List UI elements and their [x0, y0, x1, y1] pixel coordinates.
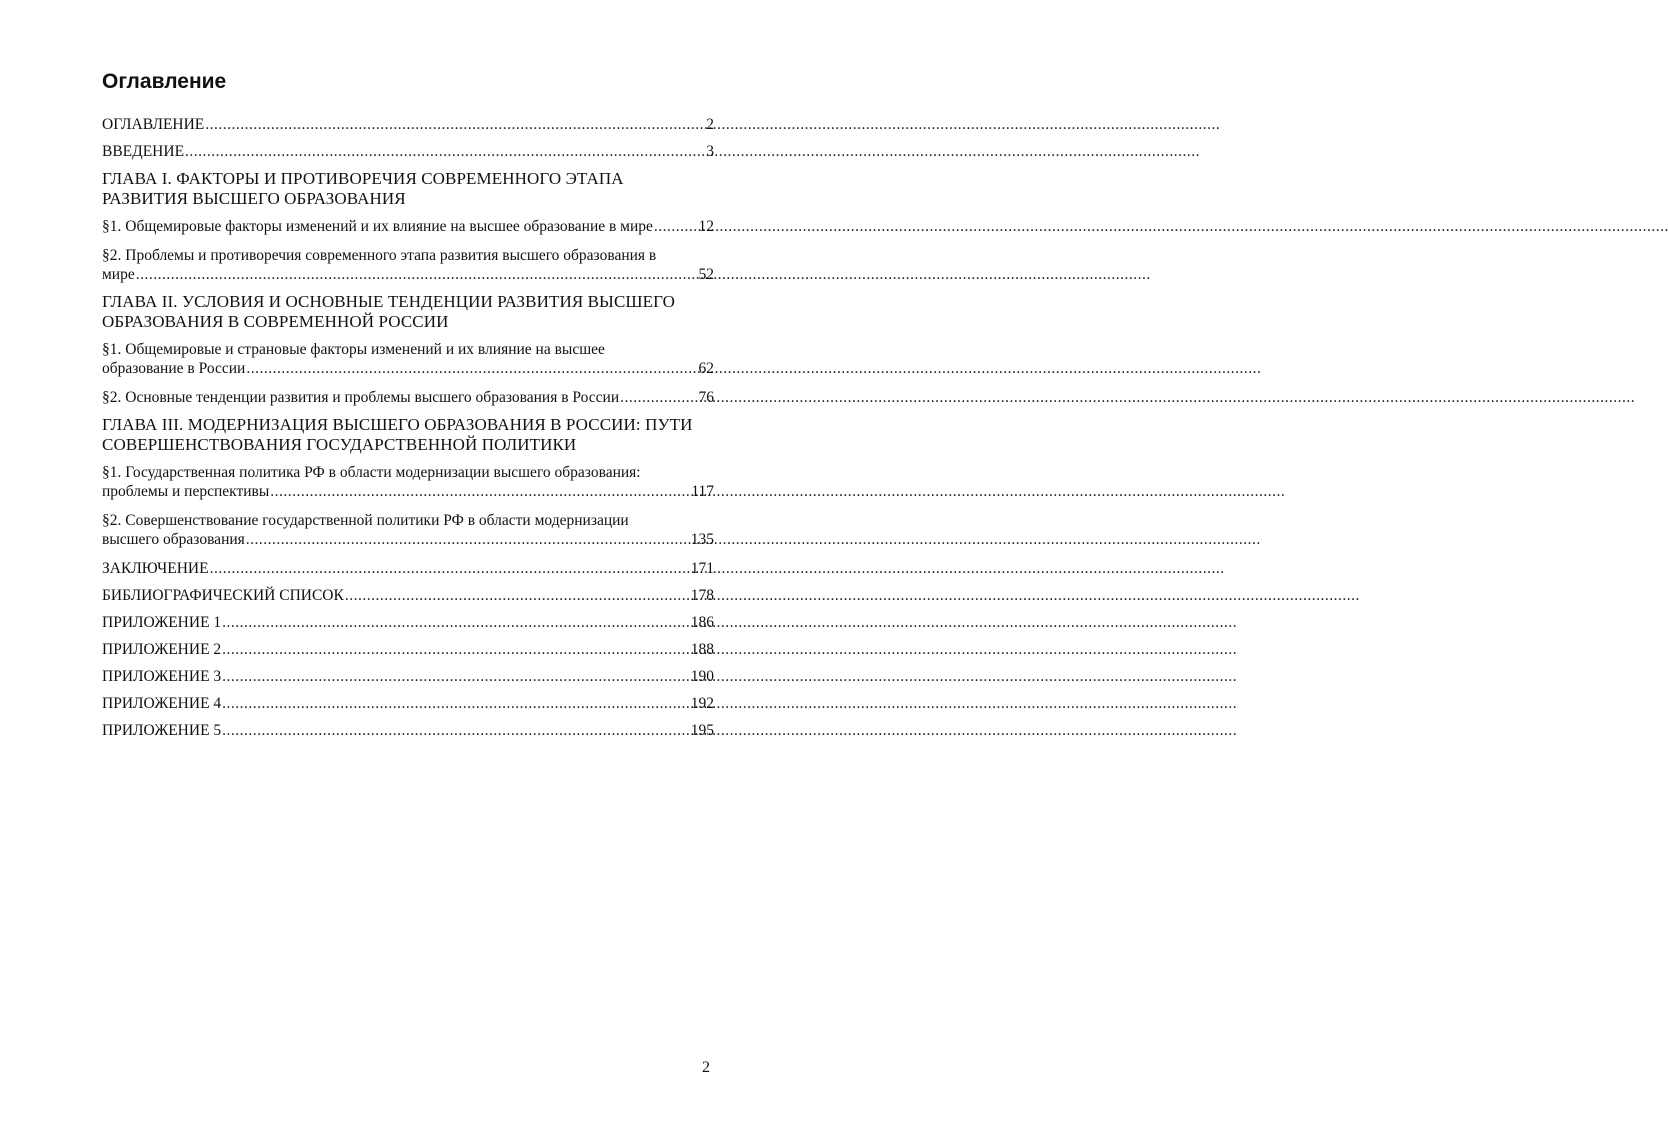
toc-chapter-3-heading[interactable]: ГЛАВА III. МОДЕРНИЗАЦИЯ ВЫСШЕГО ОБРАЗОВАНИЯ В РОССИИ: ПУТИ СОВЕРШЕНСТВОВАНИЯ ГОСУДАРСТВЕННОЙ ПОЛИТИКИ — [102, 415, 693, 454]
toc-entry-title-line1: §1. Государственная политика РФ в области модернизации высшего образования: — [102, 464, 641, 481]
toc-page-number: 195 — [690, 722, 714, 739]
toc-entry-vvedenie[interactable] — [102, 142, 714, 161]
toc-entry-appendix-5[interactable] — [102, 721, 714, 740]
toc-chapter-1-heading[interactable]: ГЛАВА I. ФАКТОРЫ И ПРОТИВОРЕЧИЯ СОВРЕМЕННОГО ЭТАПА РАЗВИТИЯ ВЫСШЕГО ОБРАЗОВАНИЯ — [102, 169, 624, 208]
toc-entry-title-line2: высшего образования — [102, 531, 245, 548]
page-title: Оглавление — [102, 70, 227, 93]
dot-leader — [654, 217, 698, 236]
toc-page-number: 192 — [690, 695, 714, 712]
page-number: 2 — [702, 1059, 710, 1076]
toc-page-number: 186 — [690, 614, 714, 631]
toc-page-number: 178 — [690, 587, 714, 604]
dot-leader — [205, 115, 705, 134]
toc-entry-appendix-2[interactable] — [102, 640, 714, 659]
toc-entry-appendix-4[interactable] — [102, 694, 714, 713]
toc-page-number: 188 — [690, 641, 714, 658]
toc-page-number: 117 — [691, 483, 714, 500]
toc-page-number: 2 — [706, 116, 714, 133]
toc-entry-title: ПРИЛОЖЕНИЕ 3 — [102, 668, 222, 685]
toc-entry-title: ПРИЛОЖЕНИЕ 2 — [102, 641, 222, 658]
dot-leader — [222, 694, 690, 713]
toc-entry-title-line2: проблемы и перспективы — [102, 483, 270, 500]
toc-chapter-2-heading[interactable]: ГЛАВА II. УСЛОВИЯ И ОСНОВНЫЕ ТЕНДЕНЦИИ РАЗВИТИЯ ВЫСШЕГО ОБРАЗОВАНИЯ В СОВРЕМЕННОЙ РОССИИ — [102, 292, 676, 331]
toc-page-number: 12 — [698, 218, 714, 235]
toc-entry-ch2-s2[interactable] — [102, 388, 714, 407]
toc-page-number: 171 — [690, 560, 714, 577]
dot-leader — [222, 721, 690, 740]
toc-entry-ch3-s1[interactable] — [102, 463, 714, 501]
toc-page-number: 3 — [706, 143, 714, 160]
toc-entry-appendix-1[interactable] — [102, 613, 714, 632]
dot-leader — [620, 388, 697, 407]
toc-page-number: 52 — [698, 266, 714, 283]
toc-entry-title-line1: §2. Совершенствование государственной политики РФ в области модернизации — [102, 512, 629, 529]
toc-entry-title: БИБЛИОГРАФИЧЕСКИЙ СПИСОК — [102, 587, 344, 604]
dot-leader — [246, 530, 690, 549]
dot-leader — [270, 482, 690, 501]
table-of-contents — [102, 115, 714, 740]
toc-entry-appendix-3[interactable] — [102, 667, 714, 686]
toc-entry-bibliography[interactable] — [102, 586, 714, 605]
toc-entry-oglavlenie[interactable] — [102, 115, 714, 134]
toc-entry-ch3-s2[interactable] — [102, 511, 714, 549]
dot-leader — [210, 559, 690, 578]
toc-entry-ch1-s2[interactable] — [102, 246, 714, 284]
dot-leader — [222, 667, 690, 686]
toc-entry-title-line1: §1. Общемировые и страновые факторы изменений и их влияние на высшее — [102, 341, 605, 358]
toc-entry-zakluchenie[interactable] — [102, 559, 714, 578]
toc-entry-title-line2: образование в России — [102, 360, 246, 377]
toc-entry-title: ПРИЛОЖЕНИЕ 1 — [102, 614, 222, 631]
toc-entry-title: ПРИЛОЖЕНИЕ 5 — [102, 722, 222, 739]
dot-leader — [222, 640, 690, 659]
toc-entry-title: ПРИЛОЖЕНИЕ 4 — [102, 695, 222, 712]
toc-page-number: 135 — [690, 531, 714, 548]
dot-leader — [185, 142, 705, 161]
toc-entry-title: ВВЕДЕНИЕ — [102, 143, 185, 160]
toc-entry-title: ОГЛАВЛЕНИЕ — [102, 116, 205, 133]
toc-entry-title: §2. Основные тенденции развития и проблемы высшего образования в России — [102, 389, 620, 406]
toc-entry-title: §1. Общемировые факторы изменений и их влияние на высшее образование в мире — [102, 218, 653, 235]
toc-page-number: 190 — [690, 668, 714, 685]
dot-leader — [222, 613, 690, 632]
dot-leader — [136, 265, 698, 284]
toc-page-number: 62 — [698, 360, 714, 377]
toc-entry-title-line2: мире — [102, 266, 135, 283]
toc-entry-ch2-s1[interactable] — [102, 340, 714, 378]
dot-leader — [345, 586, 690, 605]
document-page — [0, 0, 792, 1124]
toc-page-number: 76 — [698, 389, 714, 406]
toc-entry-title-line1: §2. Проблемы и противоречия современного этапа развития высшего образования в — [102, 247, 657, 264]
toc-entry-title: ЗАКЛЮЧЕНИЕ — [102, 560, 209, 577]
dot-leader — [246, 359, 697, 378]
toc-entry-ch1-s1[interactable] — [102, 217, 714, 236]
